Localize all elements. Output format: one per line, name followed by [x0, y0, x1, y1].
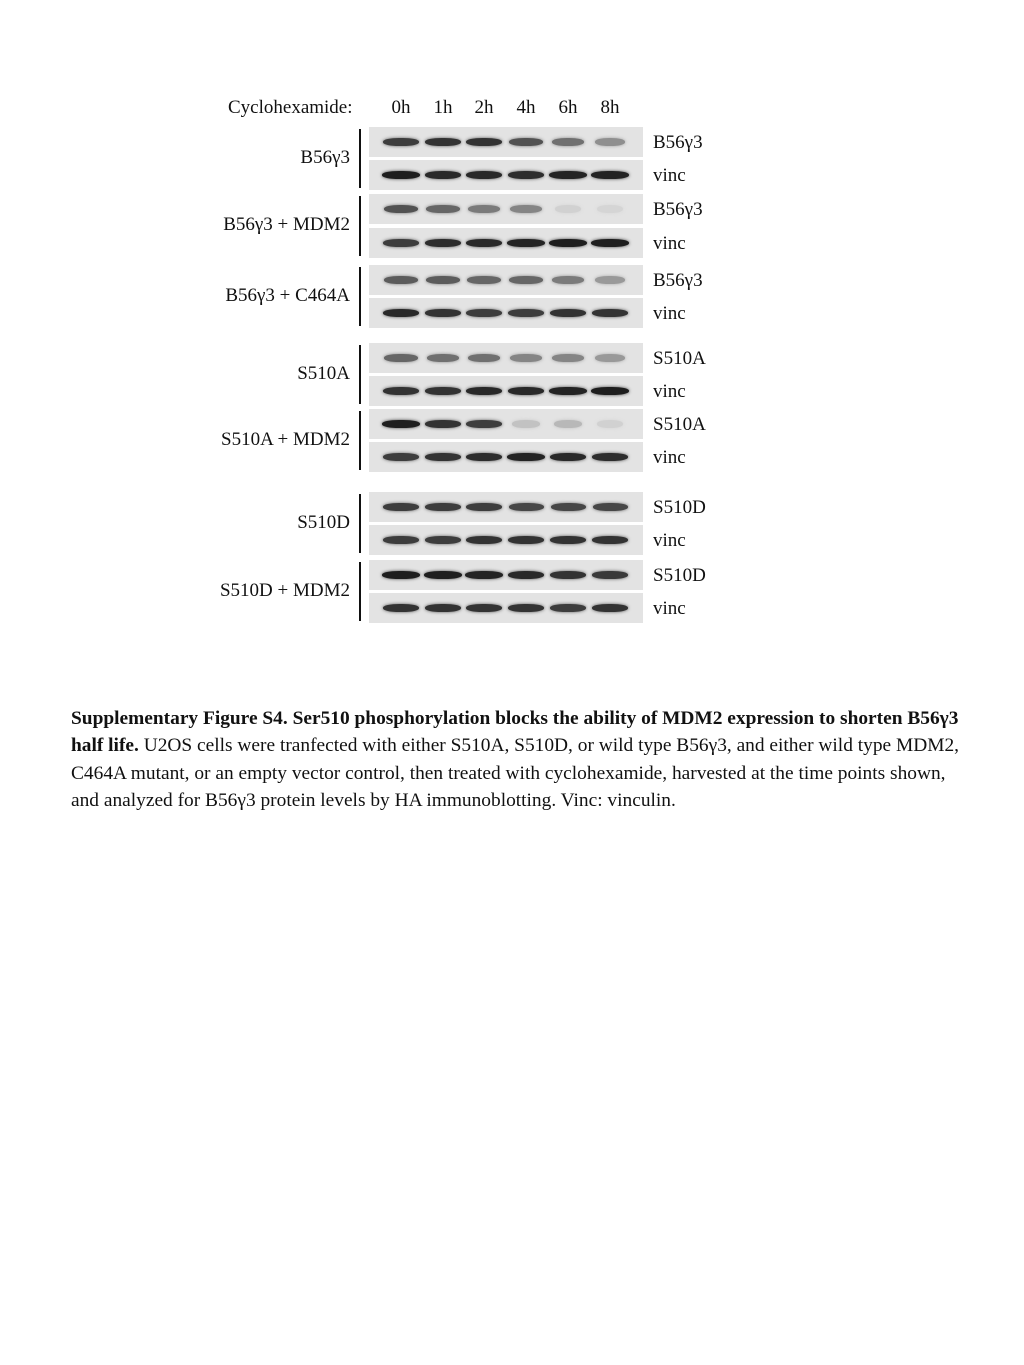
protein-band [466, 503, 502, 511]
protein-band [426, 276, 460, 284]
protein-band [508, 536, 544, 544]
condition-bracket [359, 562, 361, 621]
blot-strip [369, 560, 643, 590]
protein-band [509, 503, 544, 511]
caption-body: U2OS cells were tranfected with either S510A, S510D, or wild type B56γ3, and either wild type MDM2, C464A mutant, or an empty vector control, then treated with cyclohexamide, harvested at the time points shown, and analyzed for B56γ3 protein levels by HA immunoblotting. Vinc: vinculin. [71, 735, 959, 812]
condition-bracket [359, 345, 361, 404]
protein-band [549, 387, 586, 395]
protein-band [507, 239, 544, 247]
timepoint-label: 0h [391, 97, 411, 118]
antibody-label: B56γ3 [653, 199, 703, 220]
timepoint-label: 8h [600, 97, 620, 118]
blot-strip [369, 593, 643, 623]
blot-strip [369, 525, 643, 555]
antibody-label: vinc [653, 165, 686, 186]
protein-band [552, 276, 584, 284]
blot-strip [369, 298, 643, 328]
protein-band [551, 503, 586, 511]
protein-band [550, 453, 587, 461]
protein-band [425, 387, 461, 395]
protein-band [426, 205, 459, 213]
protein-band [592, 309, 628, 317]
protein-band [425, 604, 461, 612]
protein-band [466, 604, 502, 612]
condition-bracket [359, 196, 361, 256]
antibody-label: S510D [653, 565, 706, 586]
protein-band [510, 205, 541, 213]
protein-band [383, 604, 419, 612]
protein-band [510, 354, 541, 362]
protein-band [466, 171, 503, 179]
protein-band [384, 276, 418, 284]
protein-band [383, 387, 419, 395]
protein-band [384, 205, 418, 213]
timepoint-label: 2h [474, 97, 494, 118]
protein-band [508, 604, 544, 612]
protein-band [550, 604, 586, 612]
protein-band [424, 571, 461, 579]
condition-bracket [359, 267, 361, 326]
caption-title: Supplementary Figure S4. Ser510 phosphorylation blocks the ability of MDM2 expression to shorten B56γ3 half life. [71, 708, 959, 757]
protein-band [509, 276, 542, 284]
protein-band [383, 453, 419, 461]
blot-strip [369, 265, 643, 295]
blot-strip [369, 409, 643, 439]
condition-bracket [359, 411, 361, 470]
protein-band [466, 387, 503, 395]
protein-band [425, 309, 461, 317]
figure-caption [71, 705, 971, 815]
antibody-label: B56γ3 [653, 132, 703, 153]
protein-band [592, 571, 628, 579]
protein-band [552, 138, 585, 146]
blot-strip [369, 492, 643, 522]
antibody-label: S510A [653, 414, 706, 435]
blot-strip [369, 127, 643, 157]
protein-band [508, 171, 545, 179]
condition-bracket [359, 129, 361, 188]
antibody-label: vinc [653, 233, 686, 254]
blot-strip [369, 194, 643, 224]
protein-band [466, 309, 502, 317]
condition-label: B56γ3 [300, 146, 350, 168]
protein-band [507, 453, 544, 461]
protein-band [508, 387, 545, 395]
protein-band [466, 239, 503, 247]
protein-band [552, 354, 583, 362]
antibody-label: vinc [653, 598, 686, 619]
antibody-label: B56γ3 [653, 270, 703, 291]
protein-band [466, 536, 502, 544]
protein-band [592, 604, 628, 612]
protein-band [382, 420, 419, 428]
blot-strip [369, 442, 643, 472]
protein-band [509, 138, 543, 146]
protein-band [595, 276, 625, 284]
condition-label: B56γ3 + C464A [225, 284, 350, 306]
protein-band [425, 171, 462, 179]
protein-band [425, 420, 461, 428]
protein-band [466, 453, 503, 461]
condition-bracket [359, 494, 361, 553]
protein-band [593, 503, 628, 511]
protein-band [384, 354, 417, 362]
protein-band [597, 205, 624, 213]
protein-band [382, 171, 419, 179]
condition-label: B56γ3 + MDM2 [223, 214, 350, 235]
protein-band [549, 239, 586, 247]
protein-band [595, 354, 625, 362]
protein-band [468, 354, 501, 362]
protein-band [468, 205, 500, 213]
western-blot-figure [0, 0, 1024, 660]
protein-band [382, 571, 419, 579]
protein-band [467, 276, 500, 284]
blot-strip [369, 376, 643, 406]
protein-band [597, 420, 624, 428]
protein-band [466, 420, 502, 428]
timepoint-label: 4h [516, 97, 536, 118]
protein-band [592, 536, 628, 544]
antibody-label: vinc [653, 303, 686, 324]
protein-band [508, 571, 545, 579]
protein-band [383, 309, 420, 317]
protein-band [425, 536, 461, 544]
antibody-label: vinc [653, 381, 686, 402]
protein-band [554, 420, 582, 428]
protein-band [550, 536, 586, 544]
protein-band [550, 571, 586, 579]
treatment-label: Cyclohexamide: [228, 97, 353, 118]
protein-band [465, 571, 502, 579]
condition-label: S510D [297, 511, 350, 533]
condition-label: S510A + MDM2 [221, 428, 350, 450]
protein-band [591, 239, 628, 247]
protein-band [425, 453, 461, 461]
protein-band [591, 387, 628, 395]
antibody-label: S510D [653, 497, 706, 518]
protein-band [427, 354, 460, 362]
timepoint-label: 6h [558, 97, 578, 118]
condition-label: S510D + MDM2 [219, 579, 350, 601]
protein-band [383, 239, 419, 247]
condition-label: S510A [297, 362, 350, 384]
antibody-label: vinc [653, 447, 686, 468]
blot-strip [369, 160, 643, 190]
blot-strip [369, 228, 643, 258]
protein-band [425, 503, 461, 511]
protein-band [466, 138, 502, 146]
timepoint-label: 1h [433, 97, 453, 118]
antibody-label: S510A [653, 348, 706, 369]
protein-band [595, 138, 626, 146]
protein-band [555, 205, 582, 213]
blot-strip [369, 343, 643, 373]
protein-band [512, 420, 540, 428]
protein-band [383, 536, 419, 544]
protein-band [592, 453, 629, 461]
protein-band [383, 503, 419, 511]
protein-band [591, 171, 628, 179]
antibody-label: vinc [653, 530, 686, 551]
protein-band [425, 239, 462, 247]
protein-band [383, 138, 419, 146]
protein-band [425, 138, 461, 146]
protein-band [550, 309, 586, 317]
protein-band [549, 171, 586, 179]
protein-band [508, 309, 544, 317]
